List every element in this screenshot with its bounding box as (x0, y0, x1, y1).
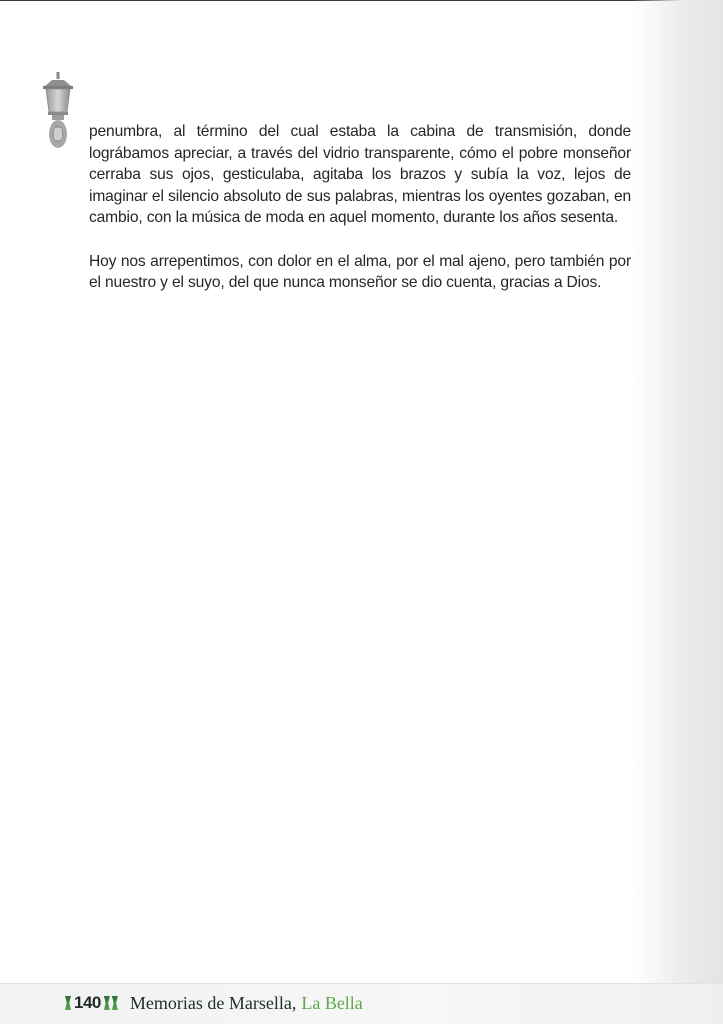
street-lamp-icon (40, 72, 76, 154)
ornament-icon (112, 996, 118, 1010)
ornament-icon (104, 996, 110, 1010)
page-edge-shade (631, 0, 723, 983)
page-footer (62, 990, 363, 1016)
top-rule (0, 0, 723, 1)
body-text (89, 121, 631, 315)
ornament-icon (65, 996, 71, 1010)
page-number-block (62, 993, 121, 1013)
paragraph: penumbra, al término del cual estaba la cabina de transmisión, donde lográbamos apreciar, a través del vidrio transparente, cómo el pobre monseñor cerraba sus ojos, gesticulaba, agitaba los brazos y subía la voz, lejos de imaginar el silencio absoluto de sus palabras, mientras los oyentes gozaban, en cambio, con la música de moda en aquel momento, durante los años sesenta. (89, 123, 631, 227)
page-number: 140 (74, 993, 101, 1012)
book-subtitle: La Bella (301, 992, 363, 1013)
book-title: Memorias de Marsella, (129, 992, 297, 1013)
paragraph: Hoy nos arrepentimos, con dolor en el alma, por el mal ajeno, pero también por el nuestro y el suyo, del que nunca monseñor se dio cuenta, gracias a Dios. (89, 252, 631, 292)
